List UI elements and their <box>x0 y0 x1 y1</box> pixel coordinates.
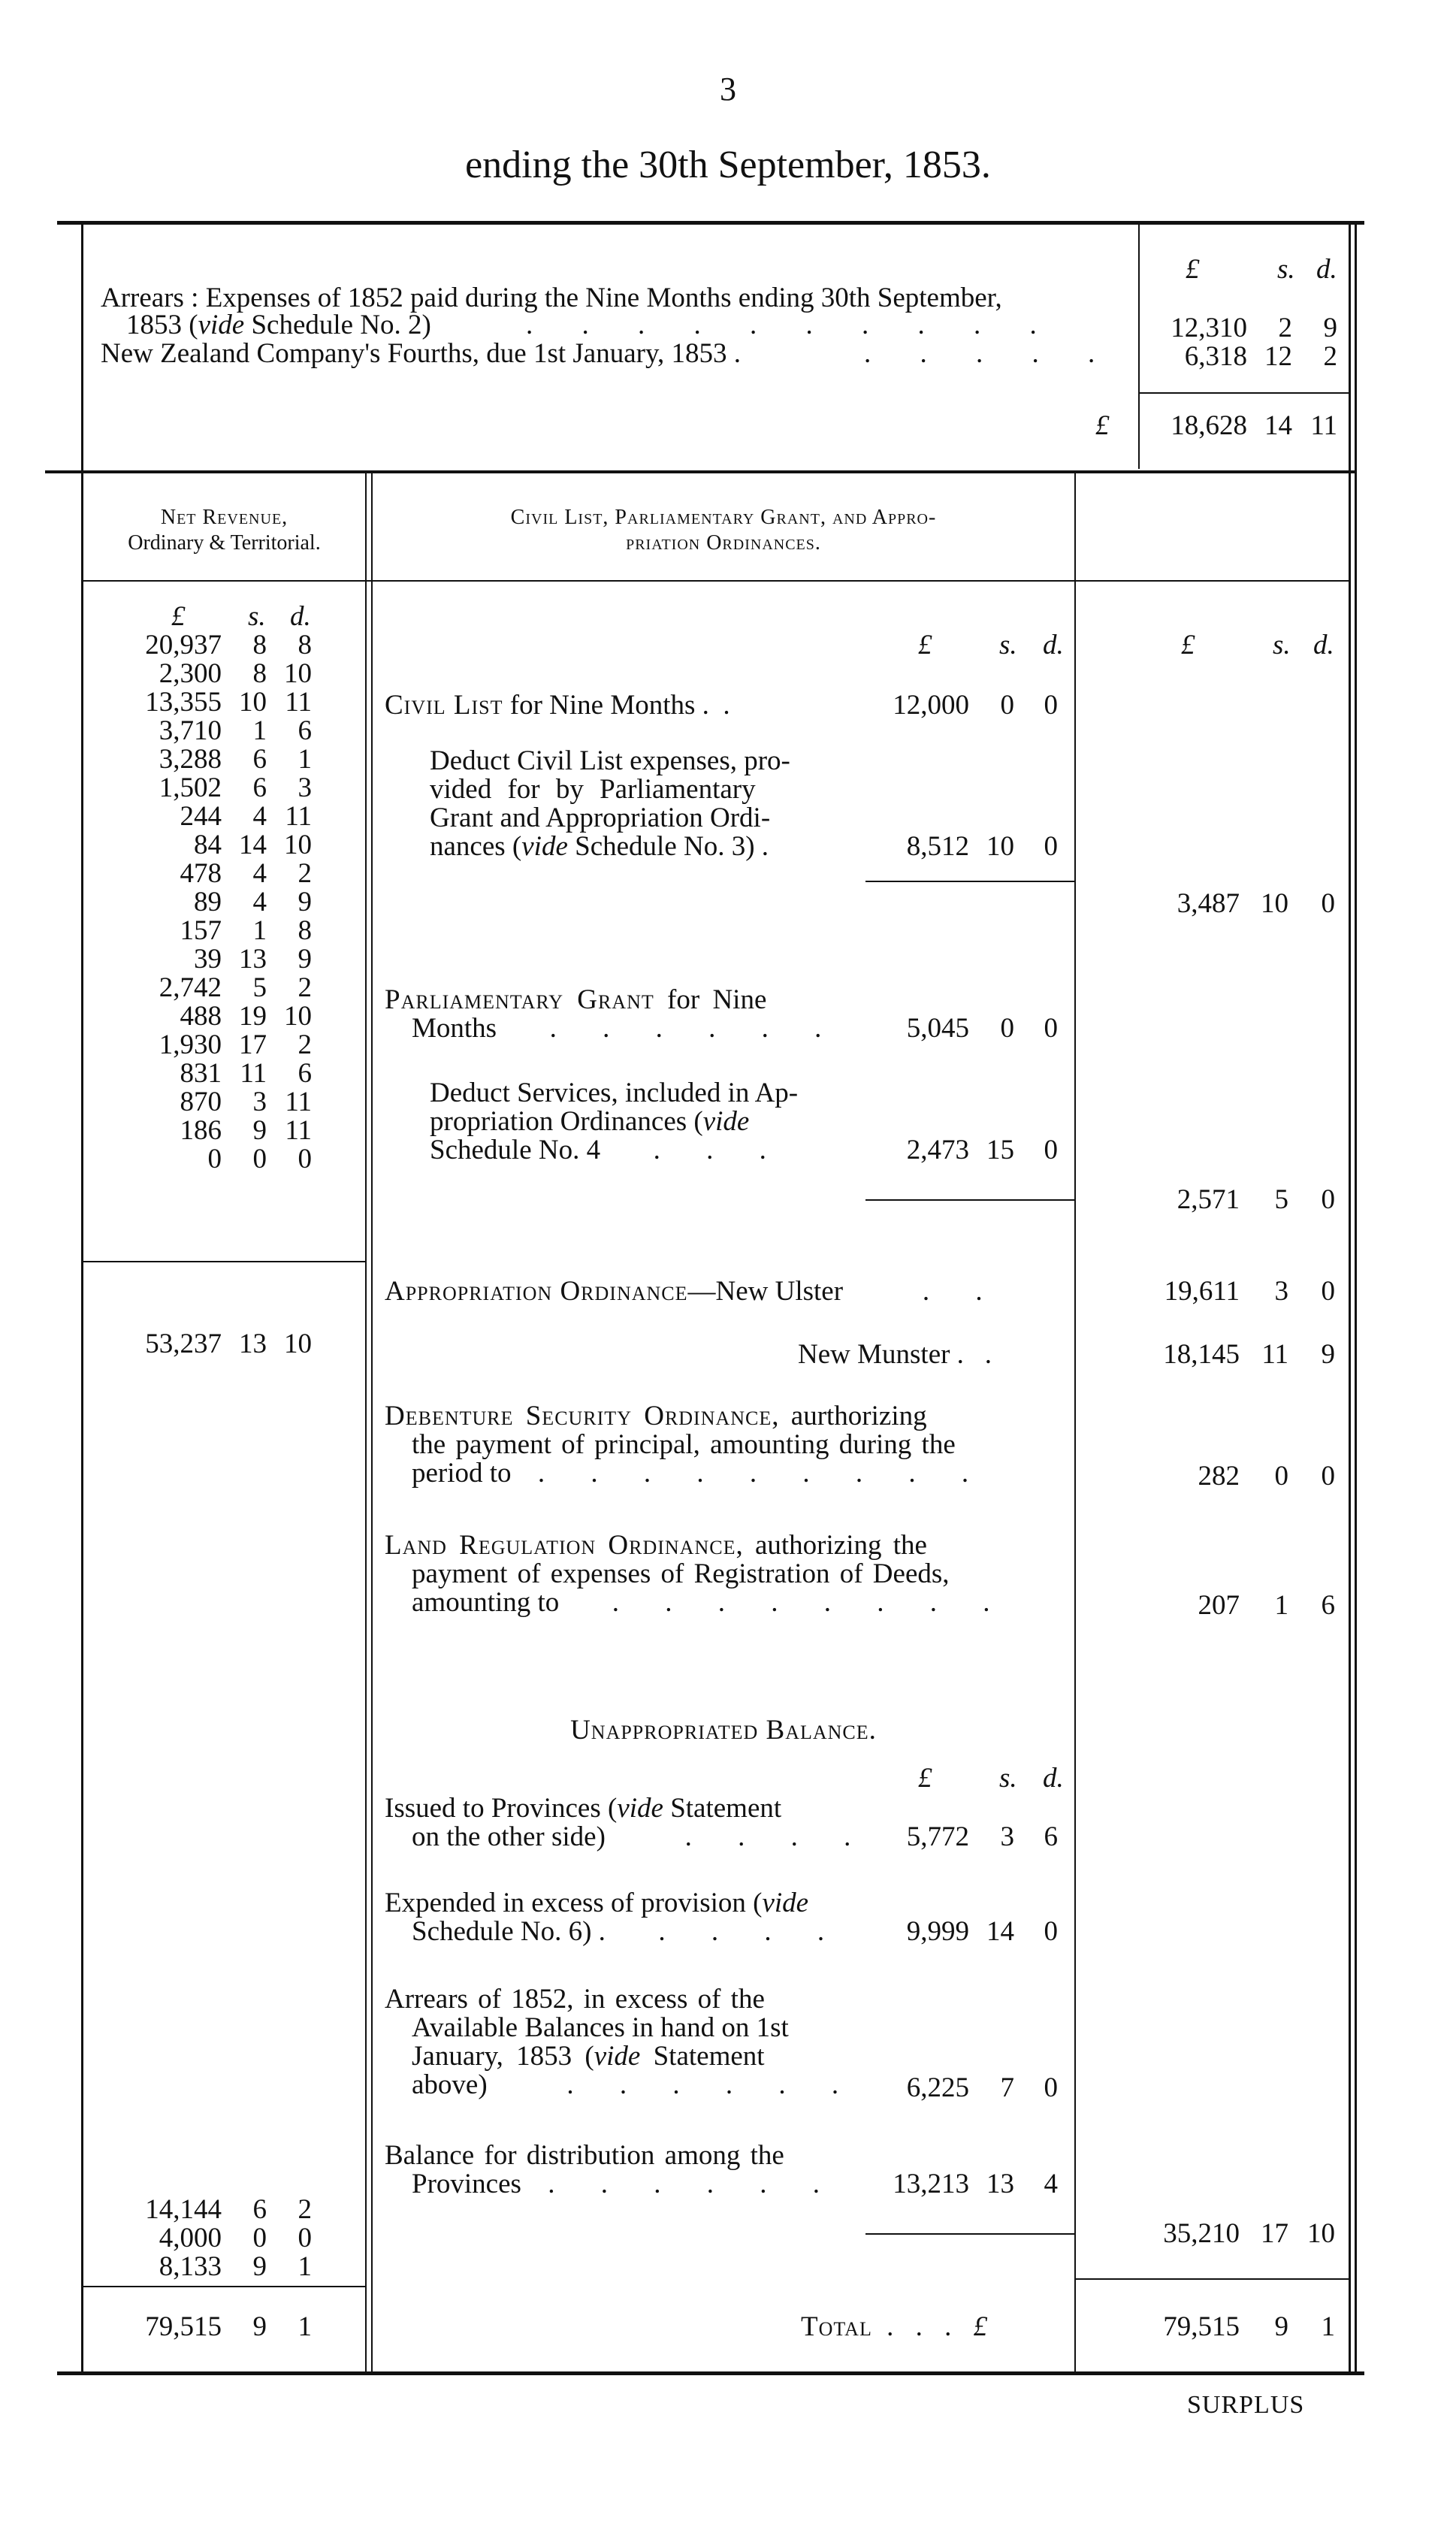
approp-ulster-pence: 0 <box>1321 1276 1335 1307</box>
total-row-shillings: 9 <box>1274 2311 1288 2342</box>
civil-list-pounds: 12,000 <box>893 690 969 721</box>
revenue-row-7-pounds: 244 <box>180 801 222 832</box>
revenue-row-15-pence: 2 <box>298 1029 312 1060</box>
debenture-pence: 0 <box>1321 1461 1335 1492</box>
revenue-row-11-pounds: 157 <box>180 915 222 946</box>
arrears-total-rule <box>1138 392 1351 394</box>
revenue-row-18-shillings: 9 <box>252 1115 267 1146</box>
parl-net-pence: 0 <box>1321 1184 1335 1215</box>
civil-deduct-line-2: vided for by Parliamentary <box>430 774 756 805</box>
page-heading: ending the 30th September, 1853. <box>465 144 991 186</box>
issued-shillings: 3 <box>1000 1821 1014 1852</box>
revenue-row-13-shillings: 5 <box>252 972 267 1003</box>
revenue-row-15-pounds: 1,930 <box>159 1029 222 1060</box>
parl-net-pounds: 2,571 <box>1177 1184 1240 1215</box>
excess-line-1: Expended in excess of provision (vide <box>385 1888 809 1918</box>
civil-list-line: Civil List for Nine Months . . <box>385 690 730 721</box>
revenue-row-9-pence: 2 <box>298 858 312 889</box>
arrears52-line-1: Arrears of 1852, in excess of the <box>385 1984 765 2015</box>
arrears-dots-1: . . . . . . . . . . <box>526 310 1058 340</box>
revenue-row-3-pounds: 13,355 <box>145 687 222 718</box>
left-pound-symbol: £ <box>171 601 186 632</box>
excess-pence: 0 <box>1044 1916 1058 1947</box>
issued-pence: 6 <box>1044 1821 1058 1852</box>
debenture-line-2: the payment of principal, amounting during the <box>412 1429 956 1460</box>
revenue-row-15-shillings: 17 <box>239 1029 267 1060</box>
revenue-row-3-pence: 11 <box>285 687 312 718</box>
land-pounds: 207 <box>1198 1590 1240 1621</box>
left-pence-label: d. <box>290 601 311 632</box>
revenue-row-16-shillings: 11 <box>240 1058 267 1089</box>
parl-grant-line-1: Parliamentary Grant for Nine <box>385 984 767 1015</box>
arrears-pound-symbol: £ <box>1186 254 1200 285</box>
civil-deduct-pence: 0 <box>1044 831 1058 862</box>
civil-list-shillings: 0 <box>1000 690 1014 721</box>
issued-line-1: Issued to Provinces (vide Statement <box>385 1793 782 1824</box>
revenue-row-11-shillings: 1 <box>252 915 267 946</box>
revenue-row-9-pounds: 478 <box>180 858 222 889</box>
arrears-shillings-label: s. <box>1277 254 1295 285</box>
revenue-lower-row-3-pence: 1 <box>298 2251 312 2282</box>
revenue-row-19-pence: 0 <box>298 1144 312 1174</box>
col-divider-2 <box>1074 470 1076 2374</box>
arrears-pence-label: d. <box>1316 254 1337 285</box>
left-total-pounds: 79,515 <box>145 2311 222 2342</box>
revenue-row-16-pence: 6 <box>298 1058 312 1089</box>
issued-pounds: 5,772 <box>906 1821 969 1852</box>
right-shillings-label: s. <box>1273 630 1291 660</box>
revenue-row-5-pence: 1 <box>298 744 312 775</box>
unapprop-total-shillings: 17 <box>1261 2218 1288 2249</box>
revenue-row-2-pence: 10 <box>284 658 312 689</box>
approp-ulster-line: Appropriation Ordinance—New Ulster . . <box>385 1276 1002 1307</box>
arrears-total-pounds: 18,628 <box>1171 410 1247 441</box>
parl-deduct-pounds: 2,473 <box>906 1135 969 1165</box>
civil-deduct-line-4: nances (vide Schedule No. 3) . <box>430 831 769 862</box>
revenue-row-19-pounds: 0 <box>207 1144 222 1174</box>
net-revenue-header-1: Net Revenue, <box>160 506 288 529</box>
unapprop-pound-symbol: £ <box>918 1763 932 1794</box>
arrears-total-shillings: 14 <box>1264 410 1292 441</box>
arrears52-pence: 0 <box>1044 2072 1058 2103</box>
revenue-row-6-shillings: 6 <box>252 772 267 803</box>
parl-grant-pence: 0 <box>1044 1013 1058 1044</box>
revenue-row-17-pounds: 870 <box>180 1087 222 1117</box>
arrears-line-2: 1853 (vide Schedule No. 2) <box>126 310 431 340</box>
civil-net-shillings: 10 <box>1261 888 1288 919</box>
right-pence-label: d. <box>1313 630 1334 660</box>
left-subtotal-pounds: 53,237 <box>145 1329 222 1359</box>
left-subtotal-rule <box>81 1261 367 1262</box>
revenue-row-17-shillings: 3 <box>252 1087 267 1117</box>
revenue-row-18-pounds: 186 <box>180 1115 222 1146</box>
revenue-row-2-pounds: 2,300 <box>159 658 222 689</box>
land-shillings: 1 <box>1274 1590 1288 1621</box>
arrears-line-3: New Zealand Company's Fourths, due 1st January, 1853 . <box>101 338 742 369</box>
civil-sum-rule <box>865 881 1074 882</box>
revenue-row-7-shillings: 4 <box>252 801 267 832</box>
unapprop-pence-label: d. <box>1043 1763 1064 1794</box>
approp-ulster-pounds: 19,611 <box>1164 1276 1240 1307</box>
revenue-row-10-pence: 9 <box>298 887 312 917</box>
unapprop-total-pence: 10 <box>1307 2218 1335 2249</box>
page-number: 3 <box>720 71 736 107</box>
parl-grant-line-2: Months . . . . . . <box>412 1013 841 1044</box>
total-row-pence: 1 <box>1321 2311 1335 2342</box>
left-subtotal-pence: 10 <box>284 1329 312 1359</box>
arrears-row1-shillings: 2 <box>1278 313 1292 343</box>
civil-list-header-2: priation Ordinances. <box>626 531 821 555</box>
parl-grant-pounds: 5,045 <box>906 1013 969 1044</box>
unappropriated-title: Unappropriated Balance. <box>570 1715 877 1746</box>
revenue-row-5-pounds: 3,288 <box>159 744 222 775</box>
catchword: SURPLUS <box>1187 2391 1305 2419</box>
parl-deduct-line-3: Schedule No. 4 . . . <box>430 1135 786 1165</box>
mid-pence-label: d. <box>1043 630 1064 660</box>
parl-grant-shillings: 0 <box>1000 1013 1014 1044</box>
revenue-row-14-pence: 10 <box>284 1001 312 1032</box>
mid-pound-symbol: £ <box>918 630 932 660</box>
revenue-row-4-shillings: 1 <box>252 715 267 746</box>
revenue-row-12-shillings: 13 <box>239 944 267 975</box>
balance-line-1: Balance for distribution among the <box>385 2140 784 2171</box>
approp-munster-pounds: 18,145 <box>1163 1339 1240 1370</box>
arrears-row2-pence: 2 <box>1323 341 1337 372</box>
revenue-row-16-pounds: 831 <box>180 1058 222 1089</box>
revenue-row-9-shillings: 4 <box>252 858 267 889</box>
revenue-row-13-pounds: 2,742 <box>159 972 222 1003</box>
arrears52-line-2: Available Balances in hand on 1st <box>412 2012 789 2043</box>
civil-list-header-1: Civil List, Parliamentary Grant, and Appro- <box>510 506 937 529</box>
revenue-row-10-shillings: 4 <box>252 887 267 917</box>
revenue-lower-row-3-shillings: 9 <box>252 2251 267 2282</box>
parl-deduct-shillings: 15 <box>986 1135 1014 1165</box>
excess-shillings: 14 <box>986 1916 1014 1947</box>
revenue-row-13-pence: 2 <box>298 972 312 1003</box>
right-pound-symbol: £ <box>1181 630 1195 660</box>
revenue-row-7-pence: 11 <box>285 801 312 832</box>
arrears-dots-2: . . . . . <box>864 338 1116 369</box>
revenue-row-14-shillings: 19 <box>239 1001 267 1032</box>
arrears52-shillings: 7 <box>1000 2072 1014 2103</box>
revenue-row-10-pounds: 89 <box>194 887 222 917</box>
revenue-row-12-pounds: 39 <box>194 944 222 975</box>
revenue-lower-row-2-shillings: 0 <box>252 2223 267 2253</box>
col-divider-1b <box>371 470 373 2374</box>
approp-munster-pence: 9 <box>1321 1339 1335 1370</box>
total-row-label: Total . . . £ <box>801 2311 988 2342</box>
revenue-row-6-pence: 3 <box>298 772 312 803</box>
parl-deduct-line-2: propriation Ordinances (vide <box>430 1106 750 1137</box>
arrears-total-symbol: £ <box>1095 410 1110 441</box>
balance-shillings: 13 <box>986 2169 1014 2199</box>
arrears-row1-pence: 9 <box>1323 313 1337 343</box>
revenue-row-1-pounds: 20,937 <box>145 630 222 660</box>
balance-pounds: 13,213 <box>893 2169 969 2199</box>
left-shillings-label: s. <box>248 601 266 632</box>
unapprop-sum-rule <box>865 2233 1074 2235</box>
land-line-3: amounting to . . . . . . . . <box>412 1587 1010 1618</box>
table-top-rule <box>45 470 1356 473</box>
arrears-row2-shillings: 12 <box>1264 341 1292 372</box>
right-border-inner <box>1349 221 1351 2374</box>
arrears-total-pence: 11 <box>1310 410 1337 441</box>
revenue-row-3-shillings: 10 <box>239 687 267 718</box>
right-total-rule <box>1074 2278 1351 2280</box>
revenue-row-17-pence: 11 <box>285 1087 312 1117</box>
land-line-2: payment of expenses of Registration of Deeds, <box>412 1558 950 1589</box>
revenue-row-5-shillings: 6 <box>252 744 267 775</box>
land-pence: 6 <box>1321 1590 1335 1621</box>
net-revenue-header-2: Ordinary & Territorial. <box>128 531 321 555</box>
parl-deduct-pence: 0 <box>1044 1135 1058 1165</box>
excess-pounds: 9,999 <box>906 1916 969 1947</box>
revenue-row-4-pence: 6 <box>298 715 312 746</box>
revenue-row-6-pounds: 1,502 <box>159 772 222 803</box>
arrears52-pounds: 6,225 <box>906 2072 969 2103</box>
approp-munster-shillings: 11 <box>1261 1339 1288 1370</box>
approp-munster-line: New Munster . . <box>798 1339 992 1370</box>
revenue-row-8-pounds: 84 <box>194 830 222 860</box>
civil-list-pence: 0 <box>1044 690 1058 721</box>
excess-line-2: Schedule No. 6) . . . . . <box>412 1916 844 1947</box>
revenue-row-1-shillings: 8 <box>252 630 267 660</box>
civil-deduct-shillings: 10 <box>986 831 1014 862</box>
balance-line-2: Provinces . . . . . . <box>412 2169 839 2199</box>
arrears52-line-3: January, 1853 (vide Statement <box>412 2041 765 2072</box>
revenue-lower-row-1-shillings: 6 <box>252 2194 267 2225</box>
revenue-row-18-pence: 11 <box>285 1115 312 1146</box>
revenue-lower-row-2-pence: 0 <box>298 2223 312 2253</box>
revenue-lower-row-1-pounds: 14,144 <box>145 2194 222 2225</box>
arrears-row1-pounds: 12,310 <box>1171 313 1247 343</box>
debenture-line-3: period to . . . . . . . . . <box>412 1458 989 1489</box>
col-divider-1a <box>365 470 367 2374</box>
left-subtotal-shillings: 13 <box>239 1329 267 1359</box>
approp-ulster-shillings: 3 <box>1274 1276 1288 1307</box>
arrears-line-1: Arrears : Expenses of 1852 paid during the Nine Months ending 30th September, <box>101 283 1002 313</box>
revenue-row-14-pounds: 488 <box>180 1001 222 1032</box>
revenue-row-19-shillings: 0 <box>252 1144 267 1174</box>
revenue-lower-row-2-pounds: 4,000 <box>159 2223 222 2253</box>
arrears-amount-divider <box>1138 221 1140 469</box>
revenue-row-11-pence: 8 <box>298 915 312 946</box>
arrears52-line-4: above) . . . . . . <box>412 2069 859 2100</box>
parl-deduct-line-1: Deduct Services, included in Ap- <box>430 1078 799 1108</box>
total-row-pounds: 79,515 <box>1163 2311 1240 2342</box>
right-border-outer <box>1355 221 1357 2374</box>
revenue-row-8-shillings: 14 <box>239 830 267 860</box>
civil-net-pounds: 3,487 <box>1177 888 1240 919</box>
revenue-row-4-pounds: 3,710 <box>159 715 222 746</box>
revenue-lower-row-3-pounds: 8,133 <box>159 2251 222 2282</box>
revenue-lower-row-1-pence: 2 <box>298 2194 312 2225</box>
revenue-row-1-pence: 8 <box>298 630 312 660</box>
mid-shillings-label: s. <box>999 630 1017 660</box>
bottom-rule <box>57 2371 1364 2375</box>
revenue-row-2-shillings: 8 <box>252 658 267 689</box>
unapprop-total-pounds: 35,210 <box>1163 2218 1240 2249</box>
revenue-row-8-pence: 10 <box>284 830 312 860</box>
debenture-shillings: 0 <box>1274 1461 1288 1492</box>
left-total-rule <box>81 2286 367 2287</box>
debenture-pounds: 282 <box>1198 1461 1240 1492</box>
civil-deduct-line-3: Grant and Appropriation Ordi- <box>430 803 771 833</box>
revenue-row-12-pence: 9 <box>298 944 312 975</box>
arrears-left-border <box>81 221 83 473</box>
parl-net-shillings: 5 <box>1274 1184 1288 1215</box>
left-total-pence: 1 <box>298 2311 312 2342</box>
balance-pence: 4 <box>1044 2169 1058 2199</box>
civil-deduct-line-1: Deduct Civil List expenses, pro- <box>430 745 790 776</box>
arrears-row2-pounds: 6,318 <box>1184 341 1247 372</box>
civil-net-pence: 0 <box>1321 888 1335 919</box>
debenture-line-1: Debenture Security Ordinance, aurthorizing <box>385 1401 927 1431</box>
parl-sum-rule <box>865 1199 1074 1201</box>
table-left-border <box>81 470 83 2374</box>
top-rule <box>57 221 1364 225</box>
unapprop-shillings-label: s. <box>999 1763 1017 1794</box>
land-line-1: Land Regulation Ordinance, authorizing the <box>385 1530 927 1561</box>
left-total-shillings: 9 <box>252 2311 267 2342</box>
civil-deduct-pounds: 8,512 <box>906 831 969 862</box>
issued-line-2: on the other side) . . . . <box>412 1821 871 1852</box>
header-bottom-rule <box>81 580 1351 582</box>
